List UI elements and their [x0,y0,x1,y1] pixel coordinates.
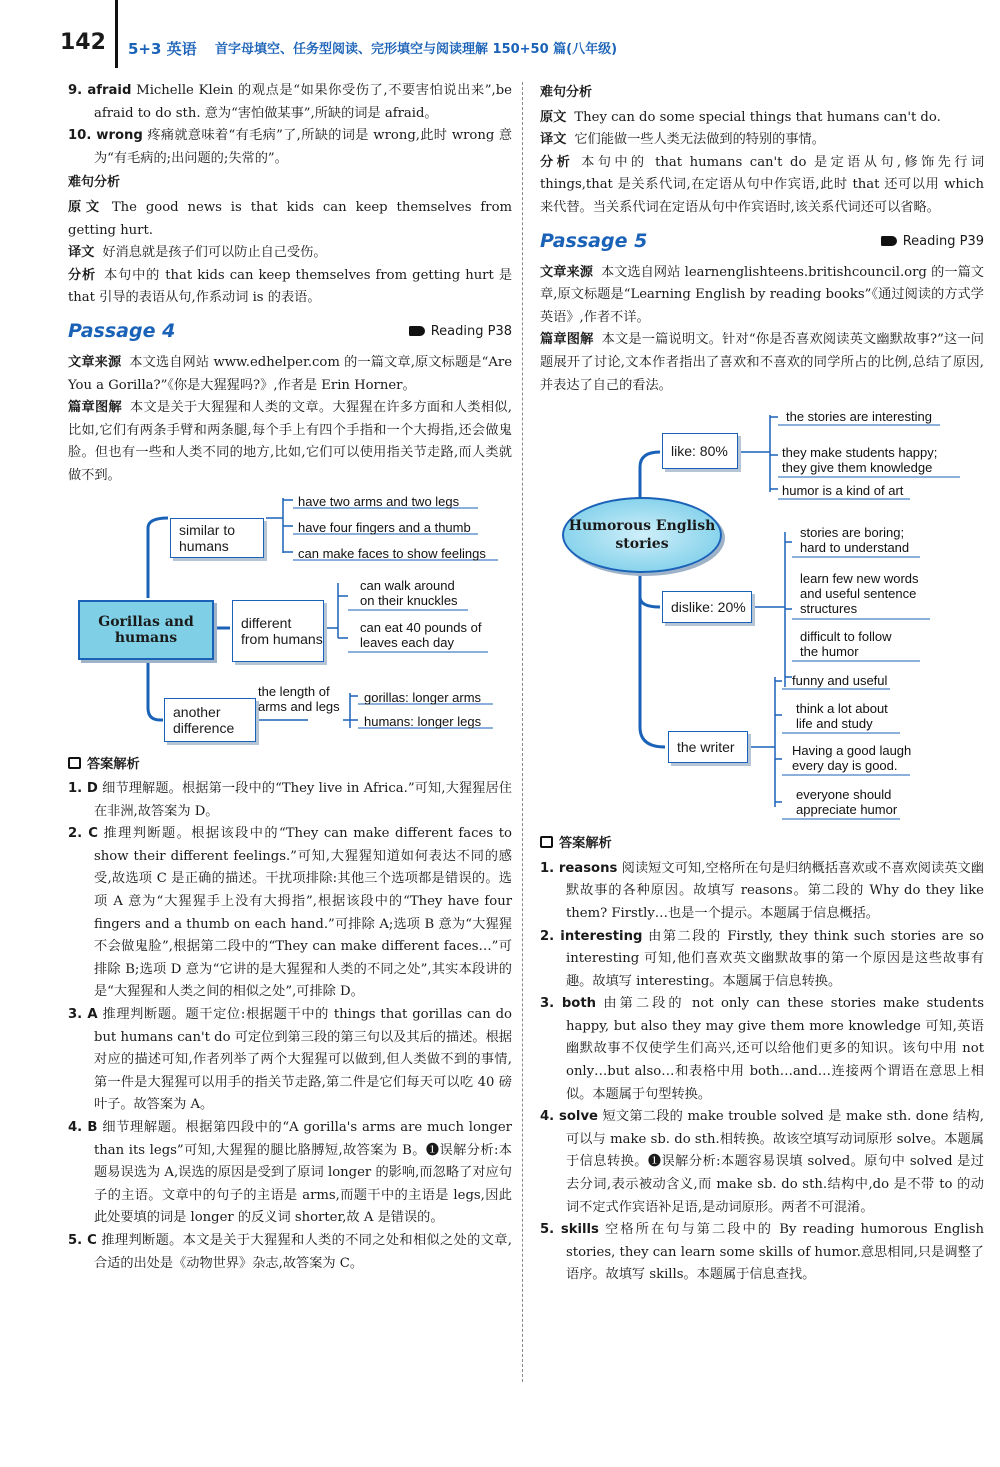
leaf: stories are boring; hard to understand [800,525,910,556]
leaf: the length of arms and legs [258,683,340,714]
leaf: have two arms and two legs [298,493,460,509]
answers-heading: 答案解析 [540,833,984,856]
leaf: learn few new words and useful sentence structures [800,571,919,617]
difficult-sentence-heading: 难句分析 [540,85,593,100]
answer-5: 5. skills 空格所在句与第二段中的 By reading humorous English stories, they can learn some skills of humor.意思相同,只是调整了语序。故填写 skills。本题属于信息查找。 [540,1222,984,1283]
lock-icon [540,836,553,848]
translation: 译文 它们能做一些人类无法做到的特别的事情。 [540,132,825,148]
answer-item-9: 9. afraid Michelle Klein 的观点是“如果你受伤了,不要害怕说出来”,be afraid to do sth. 意为“害怕做某事”,所缺的词是 afraid。 [68,83,512,121]
page-number: 142 [60,30,106,55]
column-divider [522,82,523,1382]
leaf: have four fingers and a thumb [298,519,471,535]
answer-item-10: 10. wrong 疼痛就意味着“有毛病”了,所缺的词是 wrong,此时 wrong 意为“有毛病的;出问题的;失常的”。 [68,128,513,166]
reading-ref: Reading P39 [881,234,984,249]
mindmap-center: Humorous English stories [562,497,722,573]
branch-similar: similar to humans [170,518,264,558]
humor-mindmap [540,397,984,827]
leaf: Having a good laugh every day is good. [792,743,912,774]
branch-like: like: 80% [662,433,738,469]
answer-3: 3. A 推理判断题。题干定位:根据题干中的 things that gorillas can do but humans can't do 可定位到第三段的第三句以及其后的描述。根据对应的描述可知,作者列举了两个大猩猩可以做到,但人类做不到的事情,第一件是大猩猩可以用手的指关节走路,第二件是它们每天可以吃 40 磅叶子。故答案为 A。 [68,1007,512,1113]
branch-different: different from humans [232,600,324,662]
analysis: 分析 本句中的 that kids can keep themselves from getting hurt 是 that 引导的表语从句,作系动词 is 的表语。 [68,267,513,306]
pointing-hand-icon [409,326,425,336]
leaf: the stories are interesting [786,409,932,425]
leaf: can make faces to show feelings [298,545,486,561]
right-column [540,80,984,1287]
reading-ref: Reading P38 [409,324,512,339]
article-source: 文章来源 本文选自网站 learnenglishteens.britishcouncil.org 的一篇文章,原文标题是“Learning English by reading books”《通过阅读的方式学英语》,作者不详。 [540,264,984,325]
original-sentence: 原文 The good news is that kids can keep themselves from getting hurt. [68,199,513,238]
answer-3: 3. both 由第二段的 not only can these stories make students happy, but also they may give them more knowledge 可知,英语幽默故事不仅使学生们高兴,还可以给他们更多的知识。该句中用 not only…but also…和表格中用 both…and…连接两个谓语在意思上相似。本题属于句型转换。 [540,996,984,1102]
answer-4: 4. solve 短文第二段的 make trouble solved 是 make sth. done 结构,可以与 make sb. do sth.相转换。故该空填写动词原形 solve。本题属于信息转换。❶误解分析:本题容易误填 solved。原句中 solved 是过去分词,表示被动含义,而 make sb. do sth.结构中,do 是不带 to 的动词不定式作宾语补足语,是动词原形。两者不可混淆。 [540,1109,984,1215]
leaf: funny and useful [792,673,888,689]
answer-1: 1. D 细节理解题。根据第一段中的“They live in Africa.”可知,大猩猩居住在非洲,故答案为 D。 [68,781,512,819]
difficult-sentence-heading: 难句分析 [68,175,121,191]
translation: 译文 好消息就是孩子们可以防止自己受伤。 [68,245,327,261]
branch-dislike: dislike: 20% [662,591,752,623]
answer-1: 1. reasons 阅读短文可知,空格所在句是归纳概括喜欢或不喜欢阅读英文幽默故事的各种原因。故填写 reasons。第二段的 Why do they like them? Firstly…也是一个提示。本题属于信息概括。 [540,860,984,921]
brand-label: 5+3 英语 [128,40,197,58]
article-source: 文章来源 本文选自网站 www.edhelper.com 的一篇文章,原文标题是“Are You a Gorilla?”《你是大猩猩吗?》,作者是 Erin Horner。 [68,354,513,393]
lock-icon [68,757,81,769]
mindmap-center: Gorillas and humans [78,600,214,660]
branch-another: another difference [164,698,256,742]
leaf: difficult to follow the humor [800,629,892,660]
gorilla-mindmap [68,488,512,748]
passage-title: Passage 5 [540,229,648,252]
leaf: everyone should appreciate humor [796,787,898,818]
leaf: humans: longer legs [364,713,482,729]
book-title: 首字母填空、任务型阅读、完形填空与阅读理解 150+50 篇(八年级) [215,42,618,57]
header-divider [115,0,118,68]
passage-5-header [540,226,984,258]
passage-title: Passage 4 [68,319,176,342]
branch-writer: the writer [668,731,748,763]
leaf: can eat 40 pounds of leaves each day [360,619,482,650]
chapter-diagram-text: 篇章图解 本文是关于大猩猩和人类的文章。大猩猩在许多方面和人类相似,比如,它们有两条手臂和两条腿,每个手上有四个手指和一个大拇指,还会做鬼脸。但也有一些和人类不同的地方,比如,它们可以使用指关节走路,而人类就做不到。 [68,400,512,483]
answer-4: 4. B 细节理解题。根据第四段中的“A gorilla's arms are much longer than its legs”可知,大猩猩的腿比胳膊短,故答案为 B。❶误解分析:本题易误选为 A,误选的原因是受到了原词 longer 的影响,而忽略了对应句子的主语。文章中的句子的主语是 arms,而题干中的主语是 legs,因此此处要填的词是 longer 的反义词 shorter,故 A 是错误的。 [68,1120,512,1226]
answer-2: 2. C 推理判断题。根据该段中的“They can make different faces to show their different feelings.”可知,大猩猩知道如何表达不同的感受,故选项 C 是正确的描述。干扰项排除:其他三个选项都是错误的。选项 A 意为“大猩猩手上没有大拇指”,根据该段中的“They have four fingers and a thumb on each hand.”可排除 A;选项 B 意为“大猩猩不会做鬼脸”,根据第二段中的“They can make different faces…”可排除 B;选项 D 意为“它讲的是大猩猩和人类的不同之处”,其实本段讲的是“大猩猩和人类之间的相似之处”,可排除 D。 [68,826,512,1000]
chapter-diagram-text: 篇章图解 本文是一篇说明文。针对“你是否喜欢阅读英文幽默故事?”这一问题展开了讨论,文本作者指出了喜欢和不喜欢的同学所占的比例,总结了原因,并表达了自己的看法。 [540,332,984,393]
answer-5: 5. C 推理判断题。本文是关于大猩猩和人类的不同之处和相似之处的文章,合适的出处是《动物世界》杂志,故答案为 C。 [68,1232,512,1271]
leaf: gorillas: longer arms [364,689,482,705]
answers-heading: 答案解析 [68,754,512,777]
analysis: 分析 本句中的 that humans can't do 是定语从句,修饰先行词 things,that 是关系代词,在定语从句中作宾语,此时 that 还可以用 which 来代替。当关系代词在定语从句中作宾语时,该关系代词还可以省略。 [540,154,984,215]
page-header [0,0,1000,70]
leaf: think a lot about life and study [796,701,888,732]
leaf: they make students happy; they give them knowledge [782,445,938,476]
answer-2: 2. interesting 由第二段的 Firstly, they think such stories are so interesting 可知,他们喜欢英文幽默故事的第一个原因是这些故事有趣。故填写 interesting。本题属于信息转换。 [540,928,984,989]
passage-4-header [68,316,512,348]
pointing-hand-icon [881,236,897,246]
leaf: can walk around on their knuckles [360,577,458,608]
original-sentence: 原文 They can do some special things that humans can't do. [540,109,941,125]
left-column [68,80,512,1275]
leaf: humor is a kind of art [782,483,904,499]
